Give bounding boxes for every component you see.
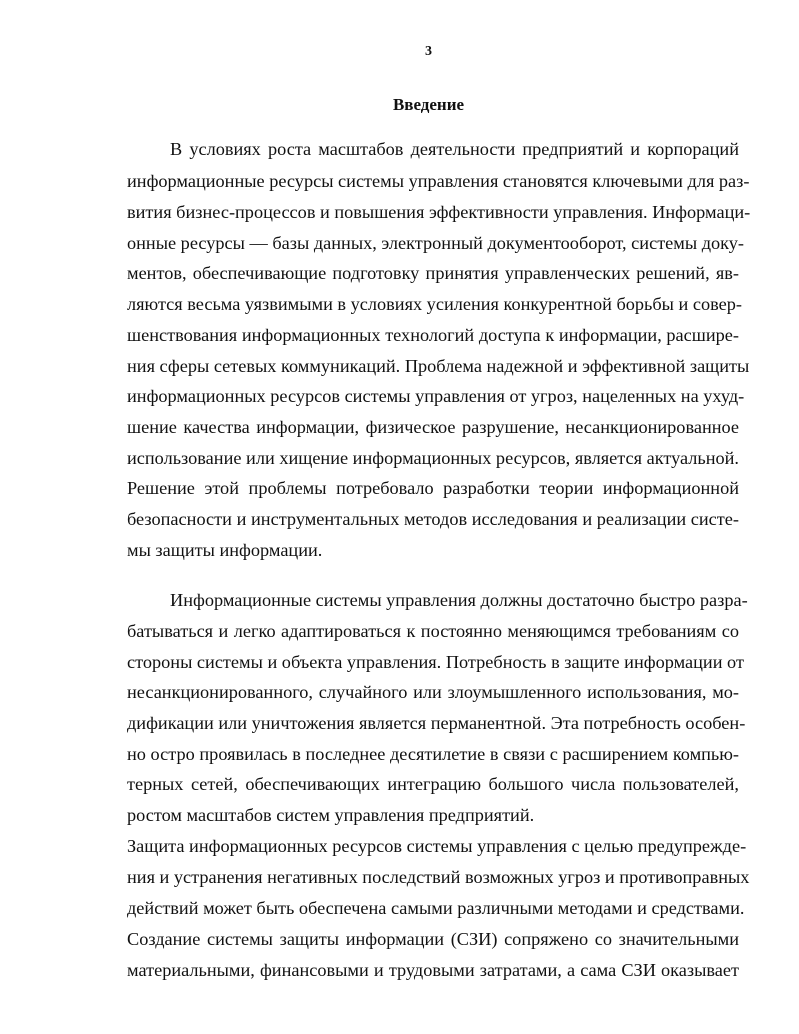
paragraph-line: материальными, финансовыми и трудовыми затратами, а сама СЗИ оказывает <box>127 960 739 980</box>
paragraph-line: ния сферы сетевых коммуникаций. Проблема надежной и эффективной защиты <box>127 356 750 376</box>
paragraph-line: Создание системы защиты информации (СЗИ) сопряжено со значительными <box>127 929 739 949</box>
paragraph-line: несанкционированного, случайного или злоумышленного использования, мо- <box>127 682 739 702</box>
paragraph-line: онные ресурсы — базы данных, электронный документооборот, системы доку- <box>127 233 745 253</box>
paragraph-line: Решение этой проблемы потребовало разработки теории информационной <box>127 478 739 498</box>
paragraph-line: дификации или уничтожения является перманентной. Эта потребность особен- <box>127 713 746 733</box>
paragraph-line: ния и устранения негативных последствий возможных угроз и противоправных <box>127 867 750 887</box>
paragraph-line: батываться и легко адаптироваться к постоянно меняющимся требованиям со <box>127 621 739 641</box>
paragraph-line: шение качества информации, физическое разрушение, несанкционированное <box>127 417 739 437</box>
paragraph-line: Информационные системы управления должны достаточно быстро разра- <box>170 590 748 610</box>
paragraph-line: В условиях роста масштабов деятельности предприятий и корпораций <box>170 139 739 159</box>
paragraph-line: действий может быть обеспечена самыми различными методами и средствами. <box>127 898 745 918</box>
paragraph-line: информационных ресурсов системы управления от угроз, нацеленных на ухуд- <box>127 386 745 406</box>
paragraph-line: использование или хищение информационных ресурсов, является актуальной. <box>127 448 739 468</box>
paragraph-line: ростом масштабов систем управления предприятий. <box>127 805 535 825</box>
paragraph-line: но остро проявилась в последнее десятилетие в связи с расширением компью- <box>127 744 739 764</box>
paragraph-line: шенствования информационных технологий доступа к информации, расшире- <box>127 325 739 345</box>
paragraph-line: безопасности и инструментальных методов исследования и реализации систе- <box>127 509 739 529</box>
paragraph-line: информационные ресурсы системы управления становятся ключевыми для раз- <box>127 171 750 191</box>
paragraph-line: Защита информационных ресурсов системы управления с целью предупрежде- <box>127 836 747 856</box>
paragraph-line: мы защиты информации. <box>127 540 323 560</box>
paragraph-line: вития бизнес-процессов и повышения эффективности управления. Информаци- <box>127 202 751 222</box>
paragraph-line: ментов, обеспечивающие подготовку принятия управленческих решений, яв- <box>127 263 739 283</box>
paragraph-line: ляются весьма уязвимыми в условиях усиления конкурентной борьбы и совер- <box>127 294 743 314</box>
page-number: 3 <box>425 44 432 59</box>
section-heading: Введение <box>392 95 465 114</box>
paragraph-line: стороны системы и объекта управления. Потребность в защите информации от <box>127 652 744 672</box>
paragraph-line: терных сетей, обеспечивающих интеграцию большого числа пользователей, <box>127 774 739 794</box>
